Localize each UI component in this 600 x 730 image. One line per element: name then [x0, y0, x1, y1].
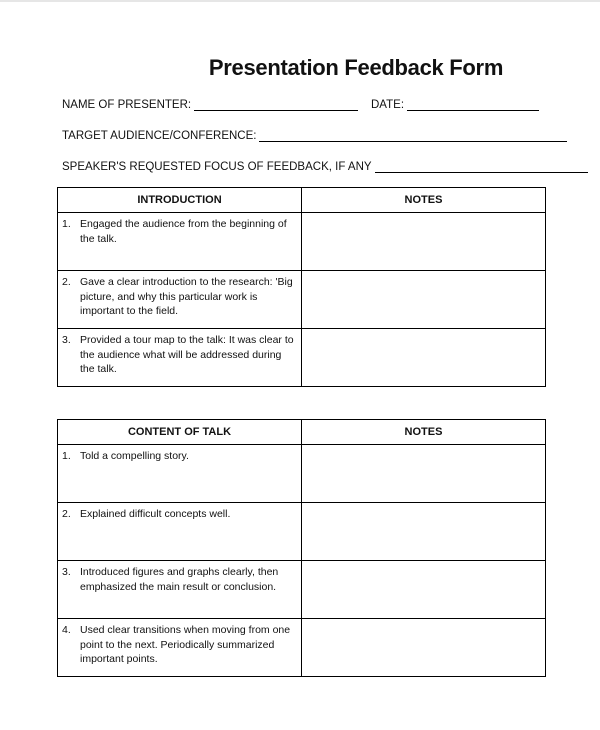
- focus-row: [62, 157, 588, 173]
- criterion-cell: [58, 561, 302, 619]
- date-row: [371, 95, 539, 111]
- table-row: [58, 619, 546, 677]
- content-table: [57, 419, 546, 677]
- item-text: Gave a clear introduction to the research: 'Big picture, and why this particular work is important to the field.: [80, 276, 293, 317]
- focus-input-line[interactable]: [375, 160, 588, 173]
- presenter-row: [62, 95, 358, 111]
- item-text: Told a compelling story.: [80, 450, 189, 462]
- content-header: CONTENT OF TALK: [58, 420, 302, 445]
- table-row: [58, 329, 546, 387]
- page-top-edge: [0, 0, 600, 2]
- introduction-header-row: [58, 188, 546, 213]
- table-row: [58, 561, 546, 619]
- item-number: 4.: [62, 624, 71, 636]
- date-input-line[interactable]: [407, 98, 539, 111]
- notes-cell[interactable]: [302, 619, 546, 677]
- focus-label: SPEAKER'S REQUESTED FOCUS OF FEEDBACK, IF ANY: [62, 161, 372, 173]
- content-notes-header: NOTES: [302, 420, 546, 445]
- item-number: 1.: [62, 218, 71, 230]
- criterion-cell: [58, 271, 302, 329]
- notes-cell[interactable]: [302, 213, 546, 271]
- introduction-table: [57, 187, 546, 387]
- item-number: 2.: [62, 508, 71, 520]
- page-title: [0, 55, 600, 81]
- item-text: Explained difficult concepts well.: [80, 508, 231, 520]
- notes-cell[interactable]: [302, 445, 546, 503]
- presenter-input-line[interactable]: [194, 98, 358, 111]
- notes-cell[interactable]: [302, 271, 546, 329]
- criterion-cell: [58, 445, 302, 503]
- criterion-cell: [58, 213, 302, 271]
- audience-input-line[interactable]: [259, 129, 567, 142]
- table-row: [58, 271, 546, 329]
- criterion-cell: [58, 329, 302, 387]
- date-label: DATE:: [371, 99, 405, 111]
- presenter-label: NAME OF PRESENTER:: [62, 99, 192, 111]
- criterion-cell: [58, 619, 302, 677]
- audience-label: TARGET AUDIENCE/CONFERENCE:: [62, 130, 257, 142]
- table-row: [58, 445, 546, 503]
- item-text: Provided a tour map to the talk: It was clear to the audience what will be addressed during the talk.: [80, 334, 294, 375]
- item-number: 1.: [62, 450, 71, 462]
- item-text: Introduced figures and graphs clearly, then emphasized the main result or conclusion.: [80, 566, 279, 593]
- table-row: [58, 213, 546, 271]
- audience-row: [62, 126, 567, 142]
- item-text: Used clear transitions when moving from one point to the next. Periodically summarized important points.: [80, 624, 291, 665]
- item-number: 3.: [62, 334, 71, 346]
- notes-cell[interactable]: [302, 503, 546, 561]
- table-row: [58, 503, 546, 561]
- item-number: 3.: [62, 566, 71, 578]
- notes-cell[interactable]: [302, 561, 546, 619]
- criterion-cell: [58, 503, 302, 561]
- content-header-row: [58, 420, 546, 445]
- notes-cell[interactable]: [302, 329, 546, 387]
- introduction-notes-header: NOTES: [302, 188, 546, 213]
- item-text: Engaged the audience from the beginning of the talk.: [80, 218, 287, 245]
- page-title-text: Presentation Feedback Form: [208, 55, 504, 80]
- item-number: 2.: [62, 276, 71, 288]
- introduction-header: INTRODUCTION: [58, 188, 302, 213]
